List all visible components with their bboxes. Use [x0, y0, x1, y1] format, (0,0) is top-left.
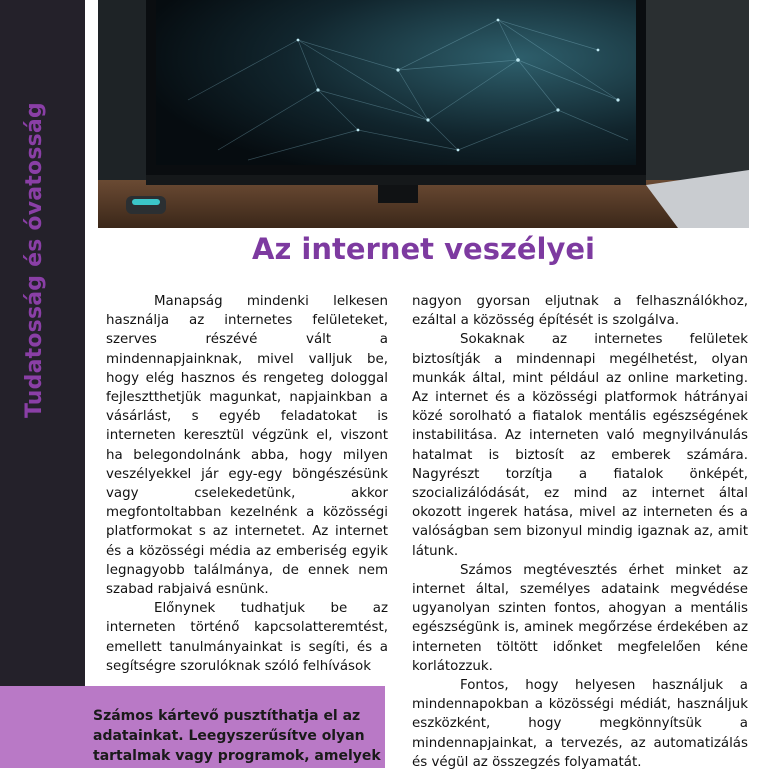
- paragraph: Előnynek tudhatjuk be az interneten történő kapcsolatteremtést, emellett tanulmányainkat is segíti, és a segítségre szorulóknak szóló felhívások: [106, 601, 388, 674]
- paragraph: Számos megtévesztés érhet minket az internet által, személyes adataink megvédése ugyanolyan szinten fontos, ahogyan a mentális egészségünk is, aminek megőrzése érdekében az interneten töltött időnket megfelelően kéne korlátozzuk.: [412, 562, 748, 674]
- paragraph: nagyon gyorsan eljutnak a felhasználókhoz, ezáltal a közösség építését is szolgálva.: [412, 294, 748, 329]
- left-column: [106, 292, 388, 676]
- paragraph: Manapság mindenki lelkesen használja az internetes felületeket, szerves részévé vált a mindennapjainknak, mivel valljuk be, hogy elég hasznos és rengeteg dologgal fejlesztthetjük magunkat, napjainkban a vásárlást, s egyéb feladatokat is interneten keresztül végzünk el, viszont ha belegondolnánk abba, hogy milyen veszélyekkel jár egy-egy böngészésünk vagy cselekedetünk, akkor megfontoltabban kezelnénk a közösségi platformokat s az internetet. Az internet és a közösségi média az emberiség egyik legnagyobb találmánya, de ennek nem szabad rabjaivá esnünk.: [106, 294, 388, 598]
- paragraph: Fontos, hogy helyesen használjuk a mindennapokban a közösségi médiát, használjuk eszközként, hogy megkönnyítsük a mindennapjainkat, a tervezés, az automatizálás és végül az összegzés folyamatát.: [412, 678, 748, 770]
- right-column: [412, 292, 748, 772]
- article-title: Az internet veszélyei: [252, 232, 595, 266]
- vertical-title-text: Tudatosság és óvatosság: [22, 102, 47, 418]
- paragraph: Sokaknak az internetes felületek biztosítják a mindennapi megélhetést, olyan munkák által, mint például az online marketing. Az internet és a közösségi platformok hátrányai közé sorolható a fiatalok mentális egészségének instabilitása. Az interneten való megnyilvánulás hatalmat is biztosít az emberek számára. Nagyrészt torzítja a fiatalok önképét, szocializálódását, ez mind az internet által okozott ingerek hatása, mivel az interneten és a valóságban sem bizonyul mindig igaznak az, amit látunk.: [412, 332, 748, 559]
- sidebar-accent-block: [0, 686, 85, 768]
- callout-text: Számos kártevő pusztíthatja el az adatainkat. Leegyszerűsítve olyan tartalmak vagy programok, amelyek: [93, 708, 381, 764]
- header-photo: [98, 0, 749, 228]
- laptop-network-photo-icon: [98, 0, 749, 228]
